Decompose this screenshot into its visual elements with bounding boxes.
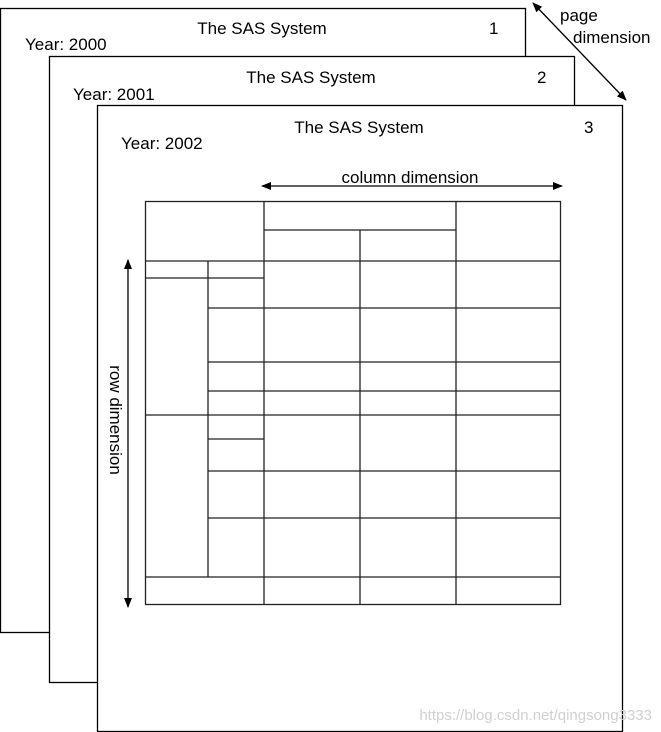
page-title: The SAS System [246,68,376,87]
page-year: Year: 2001 [73,85,155,104]
row-dimension-label: row dimension [106,365,125,475]
watermark: https://blog.csdn.net/qingsong3333 [419,707,652,724]
page-title: The SAS System [197,19,327,38]
page-number: 1 [489,19,499,38]
page-year: Year: 2002 [121,134,203,153]
page-number: 2 [537,68,547,87]
page-title: The SAS System [294,118,424,137]
column-dimension-label: column dimension [341,168,479,187]
page-dimension-label: page [560,6,598,25]
page-year: Year: 2000 [25,35,107,54]
page-number: 3 [584,118,594,137]
page-dimension-label: dimension [573,28,651,47]
